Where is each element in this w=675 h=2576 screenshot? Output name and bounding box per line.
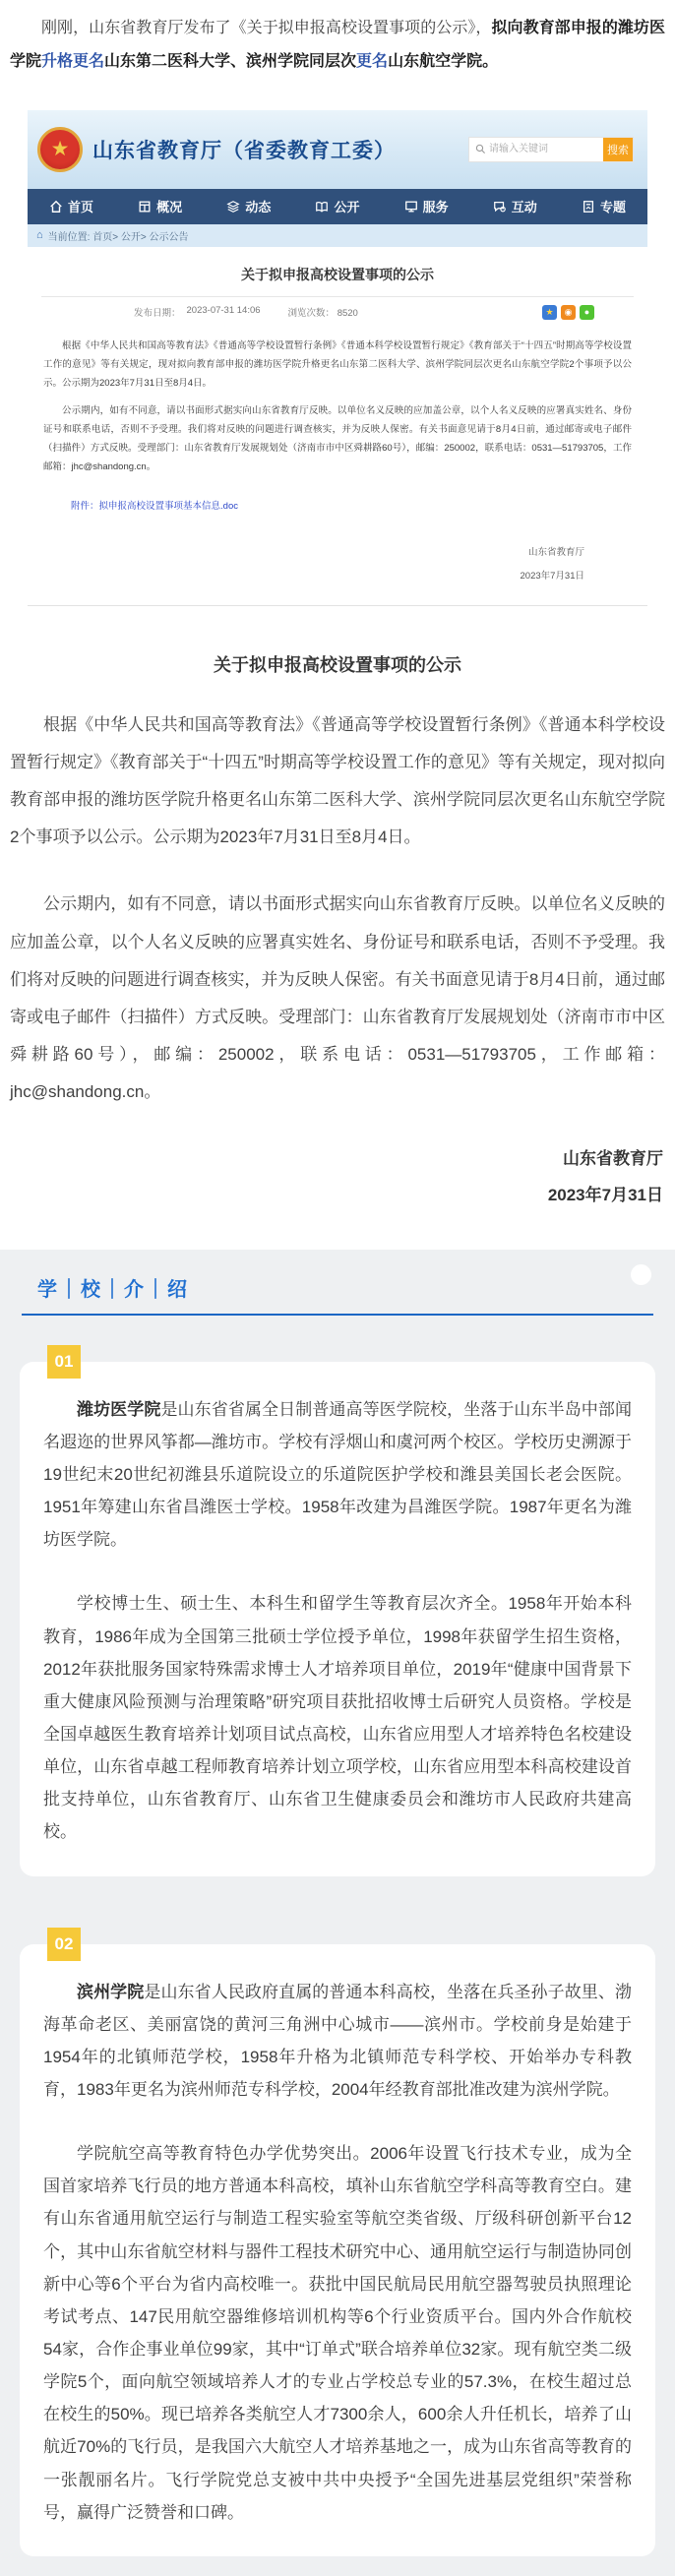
article-paragraph: 根据《中华人民共和国高等教育法》《普通高等学校设置暂行条例》《普通本科学校设置暂行规定》《教育部关于“十四五”时期高等学校设置工作的意见》等有关规定，现对拟向教育部申报的潍坊医学院升格更名山东第二医科大学、滨州学院同层次更名山东航空学院2个事项予以公示。公示期为2023年7月31日至8月4日。 — [10, 715, 665, 847]
share-icons — [542, 305, 594, 320]
site-article — [28, 247, 647, 605]
school-paragraph: 滨州学院是山东省人民政府直属的普通本科高校，坐落在兵圣孙子故里、渤海革命老区、美丽富饶的黄河三角洲中心城市——滨州市。学校前身是始建于1954年的北镇师范学校，1958年升格为北镇师范专科学校、开始举办专科教育，1983年更名为滨州师范专科学校，2004年经教育部批准改建为滨州学院。 — [43, 1982, 632, 2099]
site-article-signature — [41, 541, 634, 599]
emblem-star-icon: ★ — [50, 138, 70, 161]
school-paragraph: 学院航空高等教育特色办学优势突出。2006年设置飞行技术专业，成为全国首家培养飞行员的地方普通本科高校，填补山东省航空学科高等教育空白。建有山东省通用航空运行与制造工程实验室等航空类省级、厅级科研创新平台12个，其中山东省航空材料与器件工程技术研究中心、通用航空运行与制造协同创新中心等6个平台为省内高校唯一。获批中国民航局民用航空器驾驶员执照理论考试考点、147民用航空器维修培训机构等6个行业资质平台。国内外合作航校54家，合作企事业单位99家，其中“订单式”联合培养单位32家。现有航空类二级学院5个，面向航空领域培养人才的专业占学校总专业的57.3%，在校生超过总在校生的50%。现已培养各类航空人才7300余人，600余人升任机长，培养了山航近70%的飞行员，是我国六大航空人才培养基地之一，成为山东省高等教育的一张靓丽名片。飞行学院党总支被中共中央授予“全国先进基层党组织”荣誉称号，赢得广泛赞誉和口碑。 — [43, 2144, 632, 2522]
attachment-row — [41, 498, 634, 512]
search-icon — [469, 138, 489, 161]
school-paragraph: 学校博士生、硕士生、本科生和留学生等教育层次齐全。1958年开始本科教育，1986年成为全国第三批硕士学位授予单位，1998年获留学生招生资格，2012年获批服务国家特殊需求博士人才培养项目单位，2019年“健康中国背景下重大健康风险预测与治理策略”研究项目获批招收博士后研究人员资格。学校是全国卓越医生教育培养计划项目试点高校，山东省应用型人才培养特色名校建设单位，山东省卓越工程师教育培养计划立项学校，山东省应用型本科高校建设首批支持单位，山东省教育厅、山东省卫生健康委员会和潍坊市人民政府共建高校。 — [43, 1594, 632, 1842]
article-paragraph: 公示期内，如有不同意，请以书面形式据实向山东省教育厅反映。以单位名义反映的应加盖公章，以个人名义反映的应署真实姓名、身份证号和联系电话，否则不予受理。我们将对反映的问题进行调查核实，并为反映人保密。有关书面意见请于8月4日前，通过邮寄或电子邮件（扫描件）方式反映。受理部门：山东省教育厅发展规划处（济南市市中区舜耕路60号），邮编：250002，联系电话：0531—51793705，工作邮箱：jhc@shandong.cn。 — [10, 894, 665, 1101]
site-header — [28, 110, 647, 189]
attachment-link[interactable]: 拟申报高校设置事项基本信息.doc — [98, 500, 238, 512]
intro-text-normal: 刚刚，山东省教育厅发布了《关于拟申报高校设置事项的公示》， — [41, 20, 492, 36]
site-article-body — [41, 322, 634, 476]
interact-icon — [493, 200, 507, 214]
gov-site-screenshot — [28, 97, 647, 606]
page-title: 关于拟申报高校设置事项的公示 — [214, 655, 461, 676]
nav-item-overview[interactable]: 概况 — [138, 197, 182, 215]
sign-date: 2023年7月31日 — [520, 571, 584, 583]
sign-date: 2023年7月31日 — [547, 1186, 663, 1205]
site-top-strip — [28, 97, 647, 110]
special-topic-icon — [582, 200, 595, 214]
school-intro-section — [0, 1250, 675, 2576]
wechat-icon[interactable]: ● — [580, 305, 594, 320]
breadcrumb-path: 当前位置: 首页> 公开> 公示公告 — [47, 231, 189, 243]
card-number-badge: 01 — [47, 1345, 81, 1379]
search-button[interactable]: 搜索 — [603, 138, 633, 161]
signer: 山东省教育厅 — [563, 1148, 663, 1168]
search-bar[interactable] — [468, 137, 634, 162]
attachment-label: 附件： — [71, 500, 99, 512]
nav-item-service[interactable]: 服务 — [404, 197, 449, 215]
school-name: 滨州学院 — [77, 1982, 145, 2001]
publish-date: 发布日期： 2023-07-31 14:06 — [134, 305, 261, 320]
school-card-binzhou-university — [20, 1944, 655, 2556]
site-article-title: 关于拟申报高校设置事项的公示 — [241, 266, 434, 282]
signer: 山东省教育厅 — [527, 546, 584, 558]
open-book-icon — [315, 200, 329, 214]
intro-text-bold: 拟向教育部申报的潍坊医学院 — [10, 20, 665, 71]
nav-item-special[interactable]: 专题 — [582, 197, 626, 215]
intro-paragraph — [10, 12, 665, 80]
site-article-paragraph: 公示期内，如有不同意，请以书面形式据实向山东省教育厅反映。以单位名义反映的应加盖公章，以个人名义反映的应署真实姓名、身份证号和联系电话，否则不予受理。我们将对反映的问题进行调查核实，并为反映人保密。有关书面意见请于8月4日前，通过邮寄或电子邮件（扫描件）方式反映。受理部门：山东省教育厅发展规划处（济南市市中区舜耕路60号），邮编：250002，联系电话：0531—51793705，工作邮箱：jhc@shandong.cn。 — [43, 404, 632, 472]
site-title: 山东省教育厅（省委教育工委） — [92, 139, 396, 162]
intro-text-bold-3: 山东航空学院。 — [388, 53, 499, 71]
view-count: 浏览次数： 8520 — [287, 308, 358, 320]
news-icon — [226, 200, 240, 214]
school-card-weifang-medical — [20, 1362, 655, 1876]
section-title: 学｜校｜介｜绍 — [37, 1278, 189, 1301]
nav-item-interact[interactable]: 互动 — [493, 197, 537, 215]
site-article-paragraph: 根据《中华人民共和国高等教育法》《普通高等学校设置暂行条例》《普通本科学校设置暂行规定》《教育部关于“十四五”时期高等学校设置工作的意见》等有关规定，现对拟向教育部申报的潍坊医学院升格更名山东第二医科大学、滨州学院同层次更名山东航空学院2个事项予以公示。公示期为2023年7月31日至8月4日。 — [43, 339, 632, 389]
breadcrumb[interactable] — [28, 224, 647, 247]
section-divider — [22, 1314, 653, 1316]
nav-item-home[interactable]: 首页 — [49, 197, 93, 215]
intro-text-bold-2: 山东第二医科大学、滨州学院同层次 — [104, 53, 357, 71]
decorative-circle — [631, 1264, 651, 1285]
service-icon — [404, 200, 418, 214]
national-emblem-logo — [37, 127, 83, 172]
school-paragraph: 潍坊医学院是山东省省属全日制普通高等医学院校，坐落于山东半岛中部闻名遐迩的世界风筝都—潍坊市。学校有浮烟山和虞河两个校区。学校历史溯源于19世纪末20世纪初潍县乐道院设立的乐道院医护学校和潍县美国长老会医院。1951年筹建山东省昌潍医士学校。1958年改建为昌潍医学院。1987年更名为潍坊医学院。 — [43, 1399, 632, 1550]
favorite-star-icon[interactable]: ★ — [542, 305, 557, 320]
nav-item-public[interactable]: 公开 — [315, 197, 359, 215]
search-input[interactable] — [489, 138, 603, 161]
article-signature — [12, 1140, 663, 1214]
card-number-badge: 02 — [47, 1928, 81, 1961]
nav-item-news[interactable]: 动态 — [226, 197, 271, 215]
weibo-icon[interactable]: ◉ — [561, 305, 576, 320]
intro-highlight-rename-upgrade: 升格更名 — [41, 53, 105, 71]
home-icon — [49, 200, 63, 214]
main-article — [0, 706, 675, 1214]
breadcrumb-home-icon: ⌂ — [36, 228, 43, 241]
overview-icon — [138, 200, 152, 214]
school-name: 潍坊医学院 — [77, 1399, 161, 1419]
intro-highlight-rename: 更名 — [356, 53, 389, 71]
article-meta — [41, 296, 634, 322]
site-nav — [28, 189, 647, 224]
